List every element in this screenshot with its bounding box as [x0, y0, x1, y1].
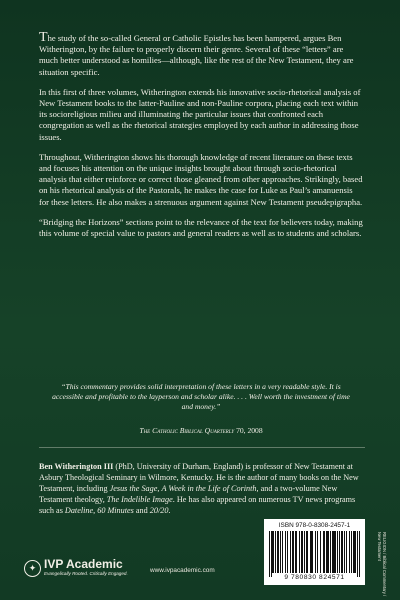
- publisher-logo: [24, 556, 142, 580]
- author-bio: Ben Witherington III (PhD, University of Durham, England) is professor of New Testament at Asbury Theological Seminary in Wilmore, Kentucky. He is the author of many books on the New Testament, including Jesus the Sage, A Week in the Life of Corinth, and a two-volume New Testament theology, The Indelible Image. He has also appeared on numerous TV news programs such as Dateline, 60 Minutes and 20/20.: [39, 462, 359, 515]
- review-issue: 70, 2008: [234, 426, 263, 435]
- description-paragraph-3: Throughout, Witherington shows his thorough knowledge of recent literature on these texts and focuses his attention on the unique insights brought about through socio-rhetorical analysis that either reinforce or correct those gleaned from other approaches. Strikingly, based on his rhetorical analysis of the Pastorals, he makes the case for Luke as Paul’s amanuensis for these letters. He also makes a strenuous argument against New Testament pseudepigrapha.: [39, 151, 363, 207]
- publisher-name: IVP Academic: [44, 557, 123, 571]
- publisher-tagline: Evangelically Rooted. Critically Engaged.: [44, 571, 128, 576]
- barcode-bar: [359, 531, 360, 577]
- author-name: Ben Witherington III: [39, 462, 114, 471]
- isbn-label: ISBN 978-0-8308-2457-1: [278, 522, 351, 529]
- description-paragraph-2: In this first of three volumes, Witherington extends his innovative socio-rhetorical analysis of New Testament books to the latter-Pauline and non-Pauline corpora, placing each text within its socioreligious milieu and illuminating the particular issues that confronted each congregation as well as the rhetorical strategies employed by each author in addressing those issues.: [39, 86, 361, 142]
- description-paragraph-4: “Bridging the Horizons” sections point to the relevance of the text for believers today, making this volume of special value to pastors and general readers as well as to students and scholars.: [39, 216, 363, 239]
- book-title: The Indelible Image: [106, 495, 173, 504]
- book-title: Jesus the Sage: [109, 484, 158, 493]
- isbn-barcode: [264, 519, 365, 585]
- divider: [39, 447, 365, 448]
- publisher-mark-icon: ✦: [24, 560, 41, 577]
- review-attribution: [48, 426, 354, 436]
- description: [39, 30, 363, 248]
- description-paragraph-1-text: he study of the so-called General or Catholic Epistles has been hampered, argues Ben Witherington, by the failure to properly discern their genre. Several of these “letters” are much better understood as homilies—although, like the rest of the New Testament, they are situation specific.: [39, 33, 354, 77]
- tv-show: Dateline: [64, 506, 94, 515]
- barcode-digits: 9 780830 824571: [284, 574, 345, 581]
- category-label: RELIGION / Biblical Commentary / New Testament: [377, 532, 387, 597]
- publisher-url: www.ivpacademic.com: [150, 567, 215, 574]
- drop-cap: T: [39, 30, 48, 45]
- barcode-bars: [269, 531, 360, 573]
- tv-show: 60 Minutes: [97, 506, 134, 515]
- description-paragraph-1: [39, 30, 363, 78]
- book-title: A Week in the Life of Corinth: [161, 484, 257, 493]
- tv-show: 20/20: [149, 506, 169, 515]
- review-journal: The Catholic Biblical Quarterly: [139, 426, 235, 435]
- review-quote: “This commentary provides solid interpretation of these letters in a very readable style. It is accessible and profitable to the layperson and scholar alike. . . . Well worth the investment of time and money.”: [52, 382, 350, 411]
